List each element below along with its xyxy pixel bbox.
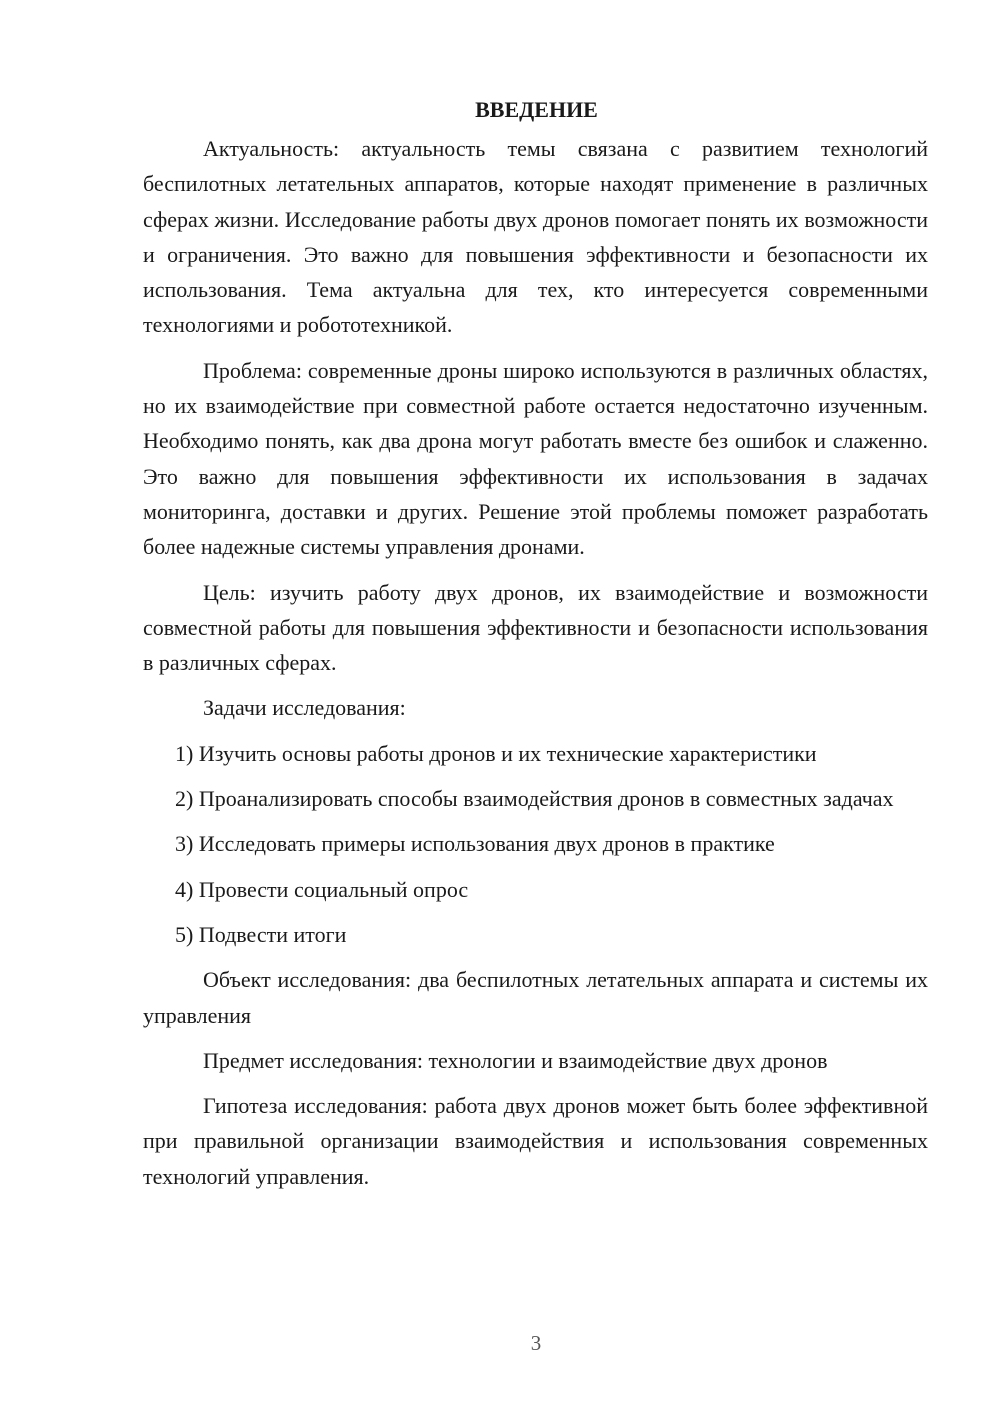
paragraph-object: Объект исследования: два беспилотных летательных аппарата и системы их управления — [143, 967, 928, 1028]
task-item-3: 3) Исследовать примеры использования двух дронов в практике — [175, 831, 775, 857]
task-item-5: 5) Подвести итоги — [175, 921, 347, 947]
task-item-4: 4) Провести социальный опрос — [175, 876, 469, 902]
paragraph-goal: Цель: изучить работу двух дронов, их взаимодействие и возможности совместной работы для повышения эффективности и безопасности использования в различных сферах. — [143, 579, 928, 676]
tasks-heading: Задачи исследования: — [203, 695, 406, 721]
paragraph-relevance: Актуальность: актуальность темы связана с развитием технологий беспилотных летательных аппаратов, которые находят применение в различных сферах жизни. Исследование работы двух дронов помогает понять их возможности и ограничения. Это важно для повышения эффективности и безопасности их использования. Тема актуальна для тех, кто интересуется современными технологиями и робототехникой. — [143, 136, 928, 338]
task-item-1: 1) Изучить основы работы дронов и их технические характеристики — [175, 740, 817, 766]
page-title: ВВЕДЕНИЕ — [475, 97, 598, 122]
page-number: 3 — [530, 1331, 542, 1355]
document-page — [143, 92, 928, 1204]
paragraph-hypothesis: Гипотеза исследования: работа двух дронов может быть более эффективной при правильной организации взаимодействия и использования современных технологий управления. — [143, 1093, 928, 1189]
paragraph-subject: Предмет исследования: технологии и взаимодействие двух дронов — [203, 1047, 828, 1073]
paragraph-problem: Проблема: современные дроны широко используются в различных областях, но их взаимодействие при совместной работе остается недостаточно изученным. Необходимо понять, как два дрона могут работать вместе без ошибок и слаженно. Это важно для повышения эффективности их использования в задачах мониторинга, доставки и других. Решение этой проблемы поможет разработать более надежные системы управления дронами. — [143, 357, 928, 560]
task-item-2: 2) Проанализировать способы взаимодействия дронов в совместных задачах — [175, 786, 894, 812]
